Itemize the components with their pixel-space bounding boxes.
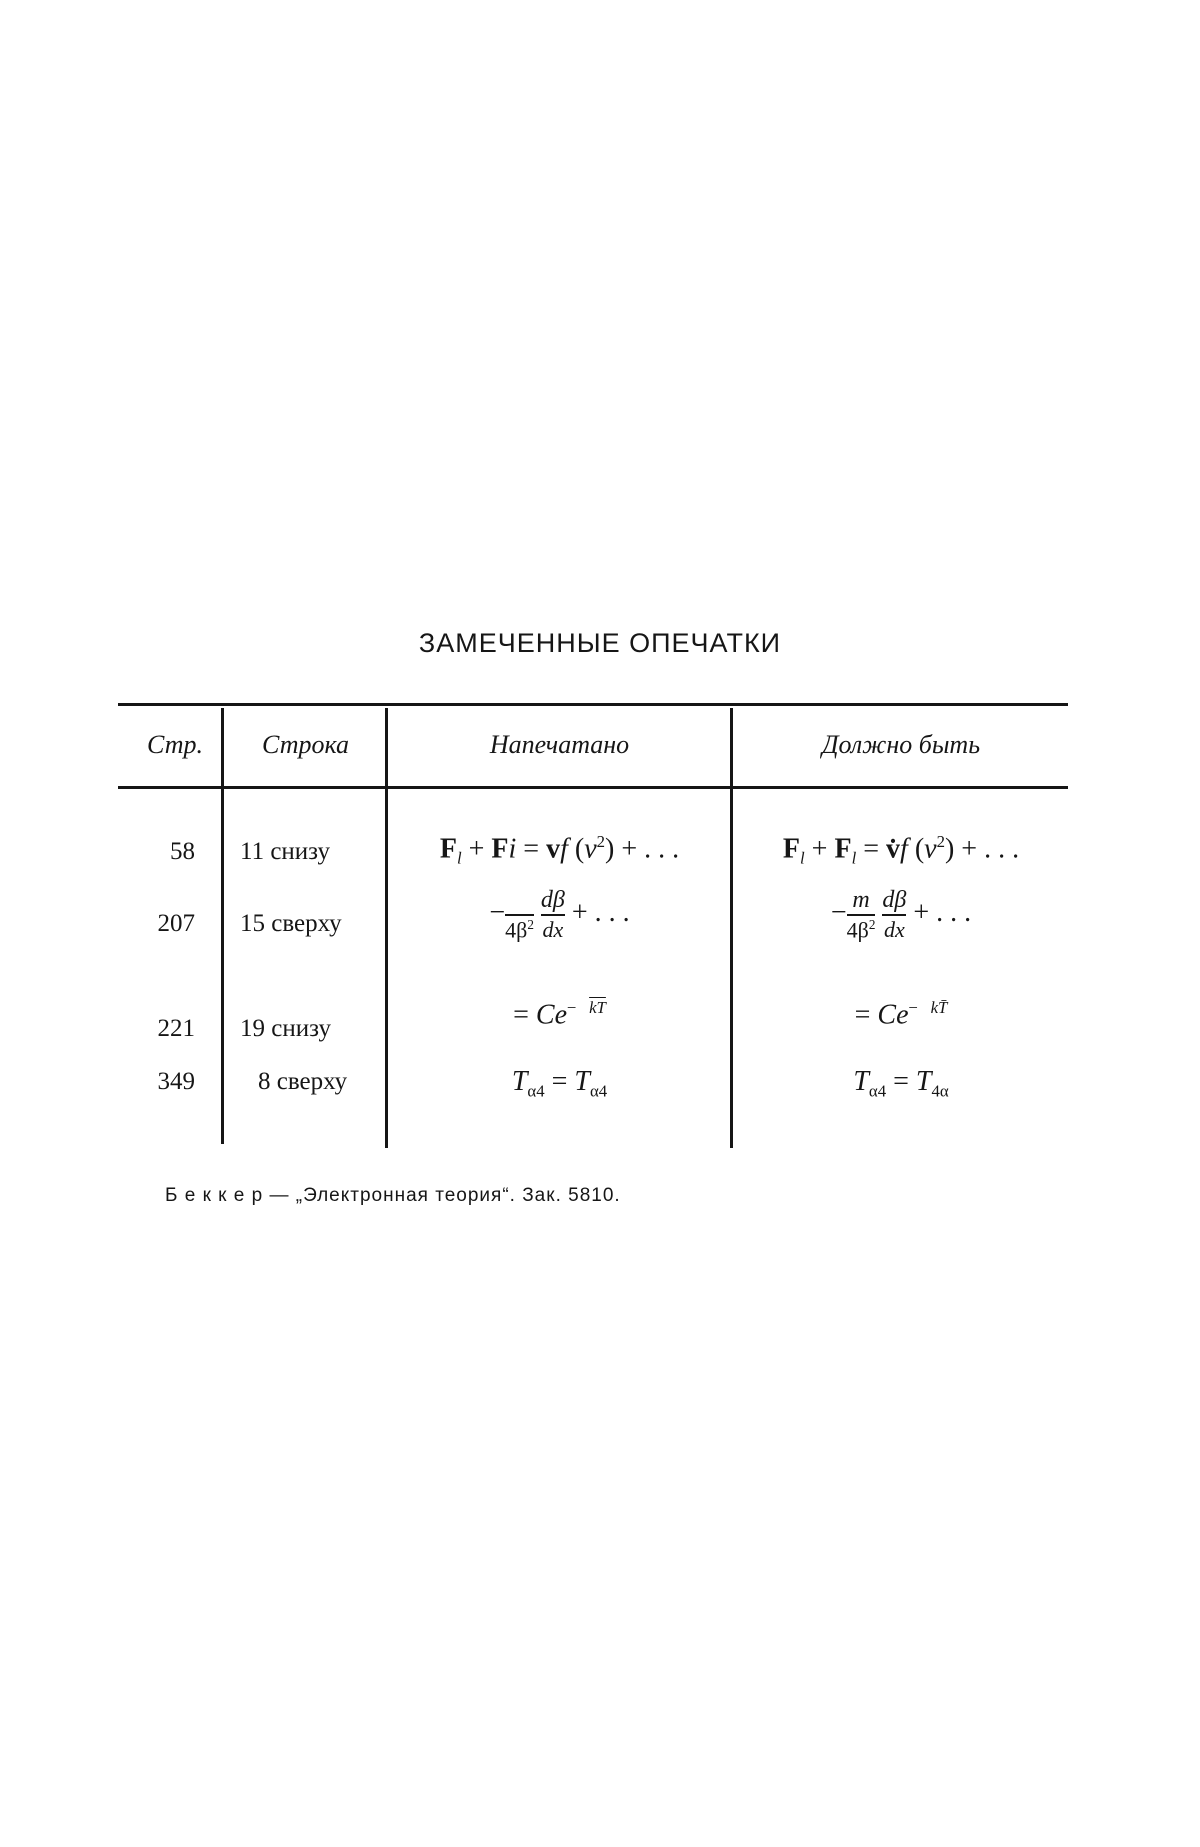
row-3-printed: = $Ce^{- \overline{kT}}$ [513,998,606,1031]
header-printed: Напечатано [489,730,630,759]
row-1-correct: $F_l + F_l$ = v̇f $(v^2)$ + . . . [782,832,1020,868]
header-bottom-rule [118,786,1068,789]
header-page: Стр. [147,730,203,759]
header-correct: Должно быть [821,730,981,759]
column-divider-2 [385,708,388,1148]
column-divider-3 [730,708,733,1148]
row-2-printed: − $4\beta^2$ $\frac{d\beta}{dx}$ + . . . [489,887,630,943]
page-title: ЗАМЕЧЕННЫЕ ОПЕЧАТКИ [418,628,782,658]
row-3-page: 221 [157,1015,195,1042]
row-4-line: 8 сверху [258,1068,348,1095]
row-2-correct: − $\frac{m}{4\beta^2}$ $\frac{d\beta}{dx}$ + . . . [830,887,972,943]
row-4-correct: $T_{\alpha 4} = T_{4\alpha}$ [853,1066,949,1101]
row-1-page: 58 [170,838,195,865]
table-top-rule [118,703,1068,706]
row-1-line: 11 снизу [240,838,331,865]
row-1-printed: $F_l + Fi$ = vf $(v^2)$ + . . . [439,832,680,868]
row-2-line: 15 сверху [240,910,342,937]
row-3-line: 19 снизу [240,1015,331,1042]
row-3-correct: = $Ce^{- kT̄}$ [854,998,948,1031]
header-line: Строка [261,730,349,759]
row-4-printed: $T_{\alpha 4} = T_{\alpha 4}$ [511,1066,608,1101]
column-divider-1 [221,708,224,1144]
row-2-page: 207 [157,910,195,937]
imprint-footer: Б е к к е р — „Электронная теория“. Зак. 5810. [165,1185,621,1206]
row-4-page: 349 [157,1068,195,1095]
